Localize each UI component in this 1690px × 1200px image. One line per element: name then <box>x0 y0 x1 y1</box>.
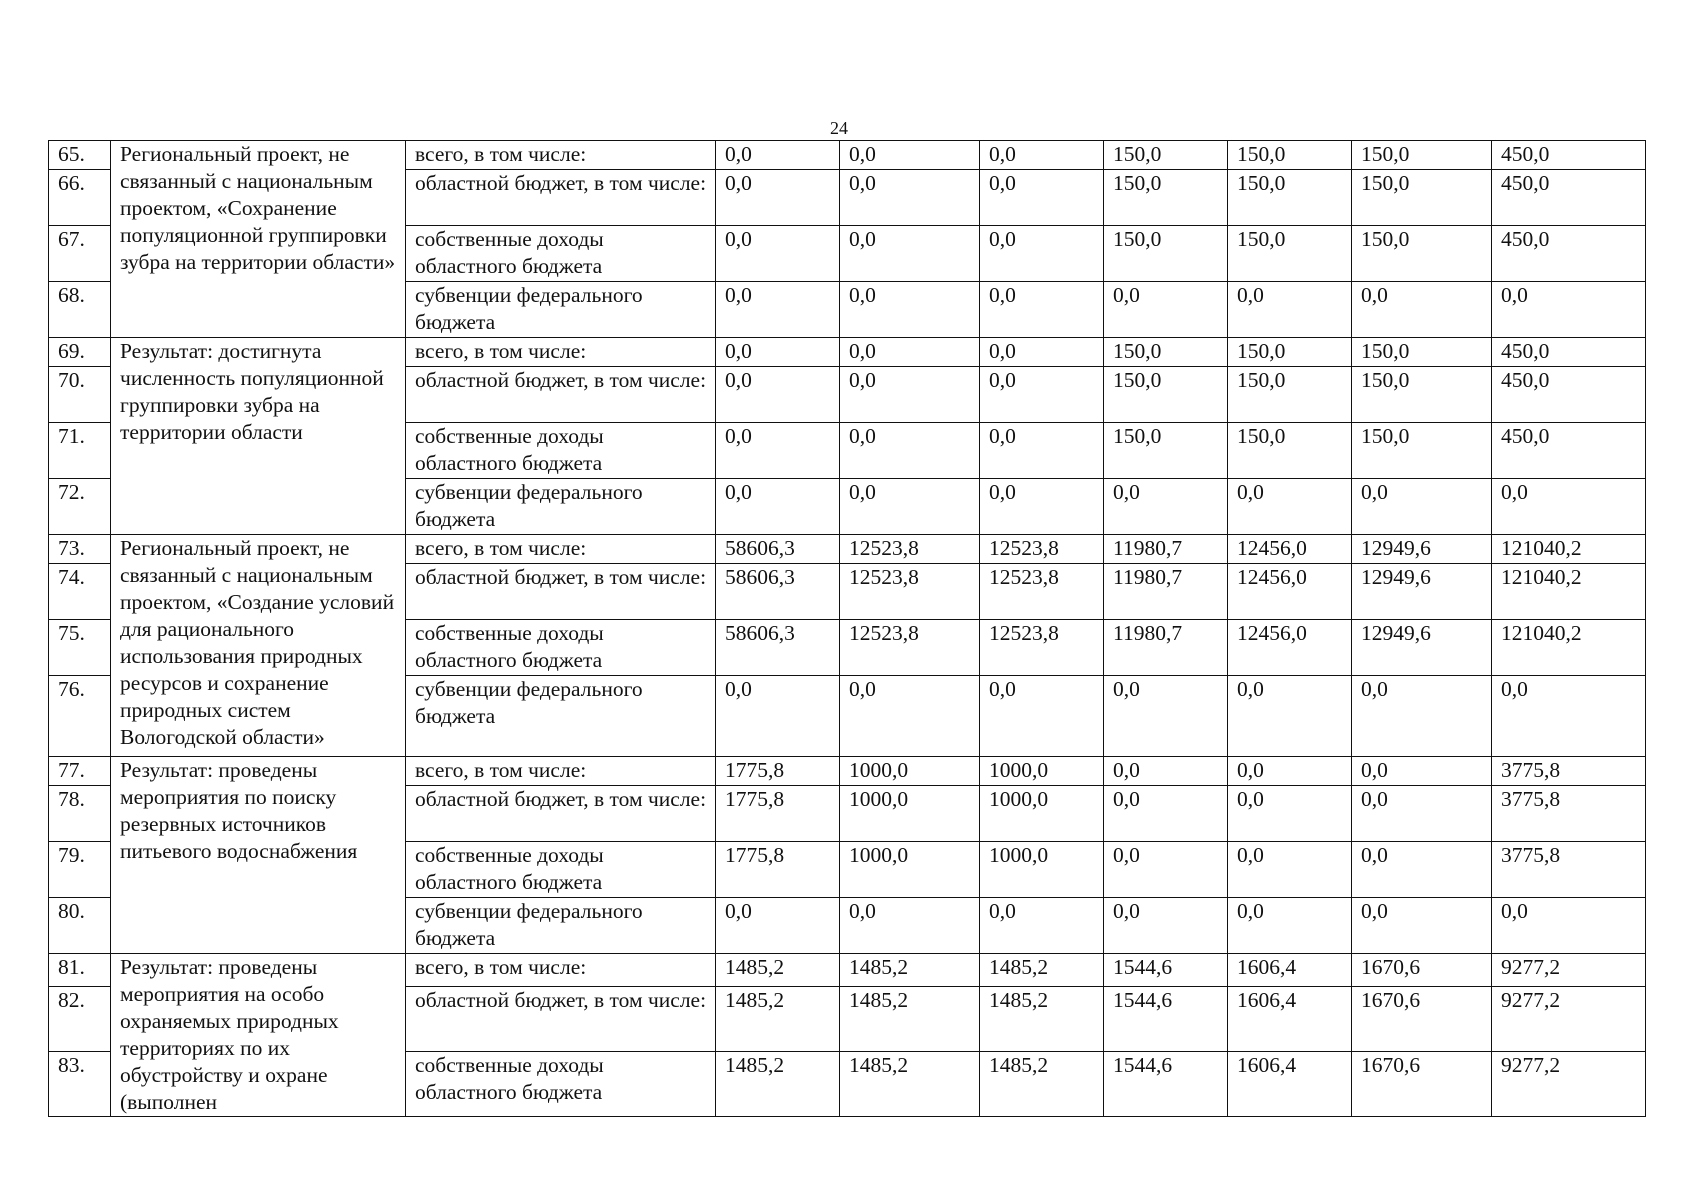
amount-cell: 150,0 <box>1228 338 1352 367</box>
page-number: 24 <box>830 118 848 138</box>
amount-cell: 0,0 <box>980 282 1104 338</box>
funding-source-label: всего, в том числе: <box>406 338 716 367</box>
row-number: 73. <box>49 535 111 564</box>
funding-source-label: собственные доходы областного бюджета <box>406 620 716 676</box>
row-number: 83. <box>49 1051 111 1116</box>
amount-cell: 0,0 <box>840 423 980 479</box>
row-number: 65. <box>49 141 111 170</box>
amount-cell: 150,0 <box>1104 170 1228 226</box>
amount-cell: 150,0 <box>1352 141 1492 170</box>
amount-cell: 450,0 <box>1492 338 1646 367</box>
row-number: 74. <box>49 564 111 620</box>
amount-cell: 1606,4 <box>1228 987 1352 1051</box>
row-number: 76. <box>49 676 111 757</box>
funding-source-label: областной бюджет, в том числе: <box>406 987 716 1051</box>
funding-source-label: субвенции федерального бюджета <box>406 282 716 338</box>
amount-cell: 1544,6 <box>1104 954 1228 987</box>
amount-cell: 11980,7 <box>1104 564 1228 620</box>
amount-cell: 12523,8 <box>840 564 980 620</box>
amount-cell: 1606,4 <box>1228 954 1352 987</box>
amount-cell: 0,0 <box>716 898 840 954</box>
amount-cell: 0,0 <box>1104 479 1228 535</box>
amount-cell: 150,0 <box>1228 367 1352 423</box>
amount-cell: 0,0 <box>840 676 980 757</box>
amount-cell: 0,0 <box>716 170 840 226</box>
row-number: 68. <box>49 282 111 338</box>
amount-cell: 9277,2 <box>1492 954 1646 987</box>
amount-cell: 12949,6 <box>1352 535 1492 564</box>
row-number: 80. <box>49 898 111 954</box>
amount-cell: 1000,0 <box>980 842 1104 898</box>
amount-cell: 12523,8 <box>980 535 1104 564</box>
group-description: Результат: проведены мероприятия по поиску резервных источников питьевого водоснабжения <box>111 757 406 954</box>
amount-cell: 12523,8 <box>980 564 1104 620</box>
amount-cell: 11980,7 <box>1104 620 1228 676</box>
amount-cell: 12456,0 <box>1228 564 1352 620</box>
amount-cell: 58606,3 <box>716 535 840 564</box>
row-number: 75. <box>49 620 111 676</box>
amount-cell: 0,0 <box>1228 786 1352 842</box>
amount-cell: 0,0 <box>1228 842 1352 898</box>
amount-cell: 0,0 <box>980 338 1104 367</box>
amount-cell: 1485,2 <box>840 1051 980 1116</box>
amount-cell: 150,0 <box>1104 423 1228 479</box>
amount-cell: 1485,2 <box>716 954 840 987</box>
funding-source-label: субвенции федерального бюджета <box>406 676 716 757</box>
amount-cell: 0,0 <box>716 479 840 535</box>
row-number: 78. <box>49 786 111 842</box>
table-body <box>49 141 1646 1117</box>
row-number: 81. <box>49 954 111 987</box>
amount-cell: 1544,6 <box>1104 987 1228 1051</box>
amount-cell: 450,0 <box>1492 226 1646 282</box>
amount-cell: 12523,8 <box>840 535 980 564</box>
row-number: 82. <box>49 987 111 1051</box>
amount-cell: 0,0 <box>980 141 1104 170</box>
funding-source-label: собственные доходы областного бюджета <box>406 226 716 282</box>
amount-cell: 1485,2 <box>980 954 1104 987</box>
amount-cell: 1485,2 <box>840 954 980 987</box>
funding-source-label: всего, в том числе: <box>406 141 716 170</box>
amount-cell: 1000,0 <box>980 757 1104 786</box>
amount-cell: 150,0 <box>1228 170 1352 226</box>
amount-cell: 12523,8 <box>840 620 980 676</box>
amount-cell: 0,0 <box>840 170 980 226</box>
amount-cell: 0,0 <box>1352 282 1492 338</box>
amount-cell: 150,0 <box>1352 367 1492 423</box>
group-description: Региональный проект, не связанный с национальным проектом, «Создание условий для рационального использования природных ресурсов и сохранение природных систем Вологодской области» <box>111 535 406 757</box>
amount-cell: 1000,0 <box>840 842 980 898</box>
amount-cell: 0,0 <box>1104 757 1228 786</box>
amount-cell: 0,0 <box>980 676 1104 757</box>
funding-source-label: собственные доходы областного бюджета <box>406 423 716 479</box>
amount-cell: 0,0 <box>840 338 980 367</box>
amount-cell: 12456,0 <box>1228 535 1352 564</box>
amount-cell: 1606,4 <box>1228 1051 1352 1116</box>
amount-cell: 121040,2 <box>1492 620 1646 676</box>
amount-cell: 1485,2 <box>980 987 1104 1051</box>
row-number: 71. <box>49 423 111 479</box>
amount-cell: 0,0 <box>840 479 980 535</box>
group-description: Результат: достигнута численность популяционной группировки зубра на территории области <box>111 338 406 535</box>
funding-source-label: собственные доходы областного бюджета <box>406 842 716 898</box>
row-number: 66. <box>49 170 111 226</box>
amount-cell: 0,0 <box>1352 479 1492 535</box>
amount-cell: 0,0 <box>840 367 980 423</box>
amount-cell: 12456,0 <box>1228 620 1352 676</box>
funding-source-label: субвенции федерального бюджета <box>406 479 716 535</box>
amount-cell: 12523,8 <box>980 620 1104 676</box>
amount-cell: 0,0 <box>1352 786 1492 842</box>
amount-cell: 0,0 <box>840 898 980 954</box>
amount-cell: 9277,2 <box>1492 987 1646 1051</box>
amount-cell: 1775,8 <box>716 842 840 898</box>
amount-cell: 11980,7 <box>1104 535 1228 564</box>
amount-cell: 0,0 <box>716 282 840 338</box>
amount-cell: 0,0 <box>1352 676 1492 757</box>
amount-cell: 1670,6 <box>1352 1051 1492 1116</box>
amount-cell: 58606,3 <box>716 620 840 676</box>
amount-cell: 0,0 <box>1492 676 1646 757</box>
amount-cell: 150,0 <box>1228 141 1352 170</box>
amount-cell: 0,0 <box>716 338 840 367</box>
amount-cell: 1544,6 <box>1104 1051 1228 1116</box>
amount-cell: 1775,8 <box>716 786 840 842</box>
funding-source-label: областной бюджет, в том числе: <box>406 564 716 620</box>
amount-cell: 0,0 <box>716 141 840 170</box>
amount-cell: 1485,2 <box>980 1051 1104 1116</box>
group-description: Результат: проведены мероприятия на особо охраняемых природных территориях по их обустройству и охране (выполнен <box>111 954 406 1117</box>
amount-cell: 0,0 <box>1228 479 1352 535</box>
group-description: Региональный проект, не связанный с национальным проектом, «Сохранение популяционной группировки зубра на территории области» <box>111 141 406 338</box>
amount-cell: 0,0 <box>980 226 1104 282</box>
amount-cell: 150,0 <box>1352 423 1492 479</box>
amount-cell: 3775,8 <box>1492 842 1646 898</box>
amount-cell: 121040,2 <box>1492 564 1646 620</box>
amount-cell: 0,0 <box>1104 786 1228 842</box>
funding-source-label: всего, в том числе: <box>406 954 716 987</box>
amount-cell: 150,0 <box>1352 226 1492 282</box>
amount-cell: 1775,8 <box>716 757 840 786</box>
funding-source-label: всего, в том числе: <box>406 757 716 786</box>
amount-cell: 450,0 <box>1492 367 1646 423</box>
amount-cell: 1485,2 <box>716 987 840 1051</box>
amount-cell: 150,0 <box>1352 170 1492 226</box>
table-row <box>49 757 1646 786</box>
row-number: 70. <box>49 367 111 423</box>
amount-cell: 0,0 <box>1104 842 1228 898</box>
amount-cell: 1000,0 <box>840 786 980 842</box>
amount-cell: 9277,2 <box>1492 1051 1646 1116</box>
amount-cell: 150,0 <box>1104 338 1228 367</box>
table-row <box>49 141 1646 170</box>
amount-cell: 3775,8 <box>1492 757 1646 786</box>
amount-cell: 0,0 <box>716 367 840 423</box>
table-row <box>49 954 1646 987</box>
amount-cell: 1000,0 <box>980 786 1104 842</box>
table-row <box>49 535 1646 564</box>
row-number: 67. <box>49 226 111 282</box>
amount-cell: 0,0 <box>1104 282 1228 338</box>
amount-cell: 150,0 <box>1104 367 1228 423</box>
amount-cell: 0,0 <box>840 141 980 170</box>
amount-cell: 3775,8 <box>1492 786 1646 842</box>
amount-cell: 121040,2 <box>1492 535 1646 564</box>
amount-cell: 0,0 <box>840 226 980 282</box>
row-number: 79. <box>49 842 111 898</box>
amount-cell: 150,0 <box>1352 338 1492 367</box>
funding-source-label: всего, в том числе: <box>406 535 716 564</box>
amount-cell: 1485,2 <box>840 987 980 1051</box>
amount-cell: 0,0 <box>1492 898 1646 954</box>
amount-cell: 0,0 <box>980 479 1104 535</box>
amount-cell: 0,0 <box>1352 842 1492 898</box>
amount-cell: 0,0 <box>1352 757 1492 786</box>
budget-table <box>48 140 1646 1117</box>
amount-cell: 0,0 <box>1228 898 1352 954</box>
row-number: 77. <box>49 757 111 786</box>
amount-cell: 450,0 <box>1492 423 1646 479</box>
funding-source-label: субвенции федерального бюджета <box>406 898 716 954</box>
amount-cell: 12949,6 <box>1352 620 1492 676</box>
amount-cell: 150,0 <box>1104 226 1228 282</box>
funding-source-label: областной бюджет, в том числе: <box>406 170 716 226</box>
amount-cell: 1485,2 <box>716 1051 840 1116</box>
funding-source-label: областной бюджет, в том числе: <box>406 367 716 423</box>
amount-cell: 0,0 <box>980 170 1104 226</box>
amount-cell: 0,0 <box>1228 757 1352 786</box>
amount-cell: 450,0 <box>1492 170 1646 226</box>
row-number: 69. <box>49 338 111 367</box>
amount-cell: 0,0 <box>716 423 840 479</box>
amount-cell: 0,0 <box>1104 676 1228 757</box>
amount-cell: 0,0 <box>1104 898 1228 954</box>
amount-cell: 0,0 <box>980 898 1104 954</box>
funding-source-label: собственные доходы областного бюджета <box>406 1051 716 1116</box>
amount-cell: 0,0 <box>1492 282 1646 338</box>
amount-cell: 0,0 <box>716 676 840 757</box>
amount-cell: 0,0 <box>980 423 1104 479</box>
amount-cell: 450,0 <box>1492 141 1646 170</box>
amount-cell: 0,0 <box>1352 898 1492 954</box>
amount-cell: 150,0 <box>1228 226 1352 282</box>
amount-cell: 1670,6 <box>1352 987 1492 1051</box>
amount-cell: 0,0 <box>980 367 1104 423</box>
row-number: 72. <box>49 479 111 535</box>
amount-cell: 1670,6 <box>1352 954 1492 987</box>
amount-cell: 12949,6 <box>1352 564 1492 620</box>
amount-cell: 0,0 <box>1228 676 1352 757</box>
amount-cell: 58606,3 <box>716 564 840 620</box>
amount-cell: 0,0 <box>1228 282 1352 338</box>
amount-cell: 150,0 <box>1228 423 1352 479</box>
funding-source-label: областной бюджет, в том числе: <box>406 786 716 842</box>
amount-cell: 150,0 <box>1104 141 1228 170</box>
amount-cell: 0,0 <box>716 226 840 282</box>
amount-cell: 0,0 <box>840 282 980 338</box>
amount-cell: 0,0 <box>1492 479 1646 535</box>
amount-cell: 1000,0 <box>840 757 980 786</box>
table-row <box>49 338 1646 367</box>
